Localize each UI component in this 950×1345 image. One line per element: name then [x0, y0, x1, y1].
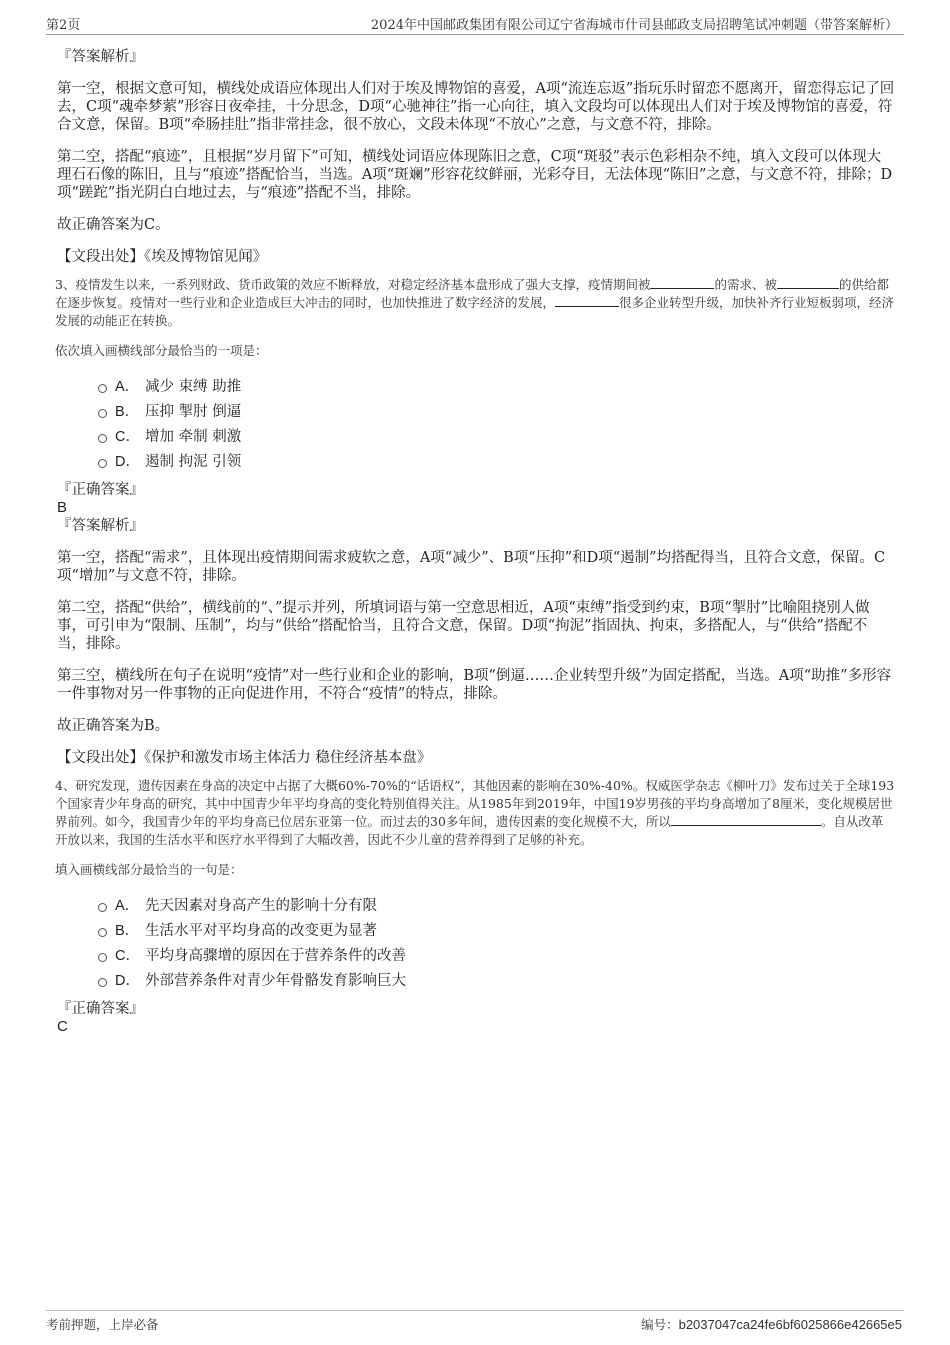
q3-source: 【文段出处】《保护和激发市场主体活力 稳住经济基本盘》	[57, 750, 432, 766]
option-text: 压抑 掣肘 倒逼	[145, 404, 242, 420]
option-letter: D．	[115, 973, 140, 989]
q3-stem-part-d: 很多企业转型升级，加快补齐行业短板弱项，经济发展的动能正在转换。	[55, 295, 895, 328]
option-text: 外部营养条件对青少年骨骼发育影响巨大	[145, 973, 406, 989]
q4-stem-part-a: 4、研究发现，遗传因素在身高的决定中占据了大概60%-70%的“话语权”，其他因素的影响在30%-40%。权威医学杂志《柳叶刀》发布过关于全球193个国家青少年身高的研究，其中中国青少年平均身高的变化特别值得关注。从1985年到2019年，中国19岁男孩的平均身高增加了8厘米，变化规模居世界前列。如今，我国青少年的平均身高已位居东亚第一位。而过去的30多年间，遗传因素的变化规模不大，所以	[55, 778, 895, 829]
footer-slogan: 考前押题，上岸必备	[46, 1317, 159, 1332]
option-letter: B．	[115, 404, 140, 420]
q2-conclusion: 故正确答案为C。	[57, 217, 170, 233]
q4-stem-part-b: 。自从改革开放以来，我国的生活水平和医疗水平得到了大幅改善，因此不少儿童的营养得到了足够的补充。	[55, 814, 884, 847]
q4-option-a[interactable]	[57, 894, 895, 919]
radio-icon[interactable]	[98, 409, 107, 418]
q3-option-c[interactable]	[57, 425, 895, 450]
q3-answer-label: 『正确答案』	[57, 482, 144, 498]
option-letter: A．	[115, 379, 140, 395]
radio-icon[interactable]	[98, 434, 107, 443]
q4-options	[57, 894, 895, 994]
q4-option-c[interactable]	[57, 944, 895, 969]
q4-answer: C	[57, 1018, 68, 1035]
q4-answer-label: 『正确答案』	[57, 1001, 144, 1017]
q3-blank-1	[650, 276, 714, 289]
page-number: 第2页	[46, 18, 81, 33]
q3-stem-part-b: 的需求、被	[714, 277, 777, 292]
q3-blank-2	[777, 276, 839, 289]
q3-conclusion: 故正确答案为B。	[57, 718, 170, 734]
q2-analysis-p1: 第一空，根据文意可知，横线处成语应体现出人们对于埃及博物馆的喜爱，A项“流连忘返”指玩乐时留恋不愿离开，留恋得忘记了回去，C项“魂牵梦萦”形容日夜牵挂，十分思念，D项“心驰神往”指一心向往，填入文段均可以体现出人们对于埃及博物馆的喜爱，符合文意，保留。B项“牵肠挂肚”指非常挂念，很不放心，文段未体现“不放心”之意，与文意不符，排除。	[57, 81, 895, 133]
radio-icon[interactable]	[98, 953, 107, 962]
q4-option-d[interactable]	[57, 969, 895, 994]
document-serial	[641, 1315, 902, 1333]
option-text: 平均身高骤增的原因在于营养条件的改善	[145, 948, 406, 964]
q2-source: 【文段出处】《埃及博物馆见闻》	[57, 249, 268, 265]
option-letter: C．	[115, 948, 140, 964]
q4-prompt: 填入画横线部分最恰当的一句是：	[55, 862, 243, 877]
q3-blank-3	[555, 294, 619, 307]
option-text: 先天因素对身高产生的影响十分有限	[145, 898, 377, 914]
q3-option-d[interactable]	[57, 450, 895, 475]
q3-stem-part-a: 3、疫情发生以来，一系列财政、货币政策的效应不断释放，对稳定经济基本盘形成了强大支撑，疫情期间被	[55, 277, 651, 292]
option-text: 生活水平对平均身高的改变更为显著	[145, 923, 377, 939]
q3-option-b[interactable]	[57, 400, 895, 425]
q3-analysis-label: 『答案解析』	[57, 518, 144, 534]
radio-icon[interactable]	[98, 903, 107, 912]
option-text: 减少 束缚 助推	[145, 379, 242, 395]
page-header	[46, 14, 904, 35]
q3-stem	[55, 276, 895, 330]
radio-icon[interactable]	[98, 459, 107, 468]
page-footer	[46, 1310, 904, 1335]
document-title: 2024年中国邮政集团有限公司辽宁省海城市什司县邮政支局招聘笔试冲刺题（带答案解析）	[370, 18, 898, 33]
q3-analysis-p2: 第二空，搭配“供给”，横线前的“、”提示并列，所填词语与第一空意思相近，A项“束缚”指受到约束，B项“掣肘”比喻阻挠别人做事，可引申为“限制、压制”，均与“供给”搭配恰当，且符合文意，保留。D项“拘泥”指固执、拘束，多搭配人，与“供给”搭配不当，排除。	[57, 600, 870, 652]
serial-number: b2037047ca24fe6bf6025866e42665e5	[678, 1317, 902, 1332]
page-content	[57, 48, 895, 1036]
q3-answer: B	[57, 499, 68, 516]
option-letter: C．	[115, 429, 140, 445]
radio-icon[interactable]	[98, 928, 107, 937]
q3-option-a[interactable]	[57, 375, 895, 400]
radio-icon[interactable]	[98, 978, 107, 987]
q4-blank	[671, 813, 821, 826]
option-text: 增加 牵制 刺激	[145, 429, 242, 445]
q2-analysis-label: 『答案解析』	[57, 49, 144, 65]
q3-stem-part-c: 的供给都在逐步恢复。疫情对一些行业和企业造成巨大冲击的同时，也加快推进了数字经济的发展，	[55, 277, 889, 310]
q3-analysis-p3: 第三空，横线所在句子在说明“疫情”对一些行业和企业的影响，B项“倒逼……企业转型升级”为固定搭配，当选。A项“助推”多形容一件事物对另一件事物的正向促进作用，不符合“疫情”的特点，排除。	[57, 668, 892, 702]
option-letter: D．	[115, 454, 140, 470]
q4-stem	[55, 777, 895, 849]
option-letter: B．	[115, 923, 140, 939]
serial-label: 编号：	[641, 1317, 679, 1332]
q4-option-b[interactable]	[57, 919, 895, 944]
q3-analysis-p1: 第一空，搭配“需求”，且体现出疫情期间需求疲软之意，A项“减少”、B项“压抑”和D项“遏制”均搭配得当，且符合文意，保留。C项“增加”与文意不符，排除。	[57, 550, 886, 584]
q3-prompt: 依次填入画横线部分最恰当的一项是：	[55, 343, 268, 358]
q2-analysis-p2: 第二空，搭配“痕迹”，且根据“岁月留下”可知，横线处词语应体现陈旧之意，C项“斑驳”表示色彩相杂不纯，填入文段可以体现大理石石像的陈旧，且与“痕迹”搭配恰当，当选。A项“斑斓”形容花纹鲜丽，光彩夺目，无法体现“陈旧”之意，与文意不符，排除；D项“蹉跎”指光阴白白地过去，与“痕迹”搭配不当，排除。	[57, 149, 893, 201]
q3-options	[57, 375, 895, 475]
radio-icon[interactable]	[98, 384, 107, 393]
option-text: 遏制 拘泥 引领	[145, 454, 242, 470]
option-letter: A．	[115, 898, 140, 914]
